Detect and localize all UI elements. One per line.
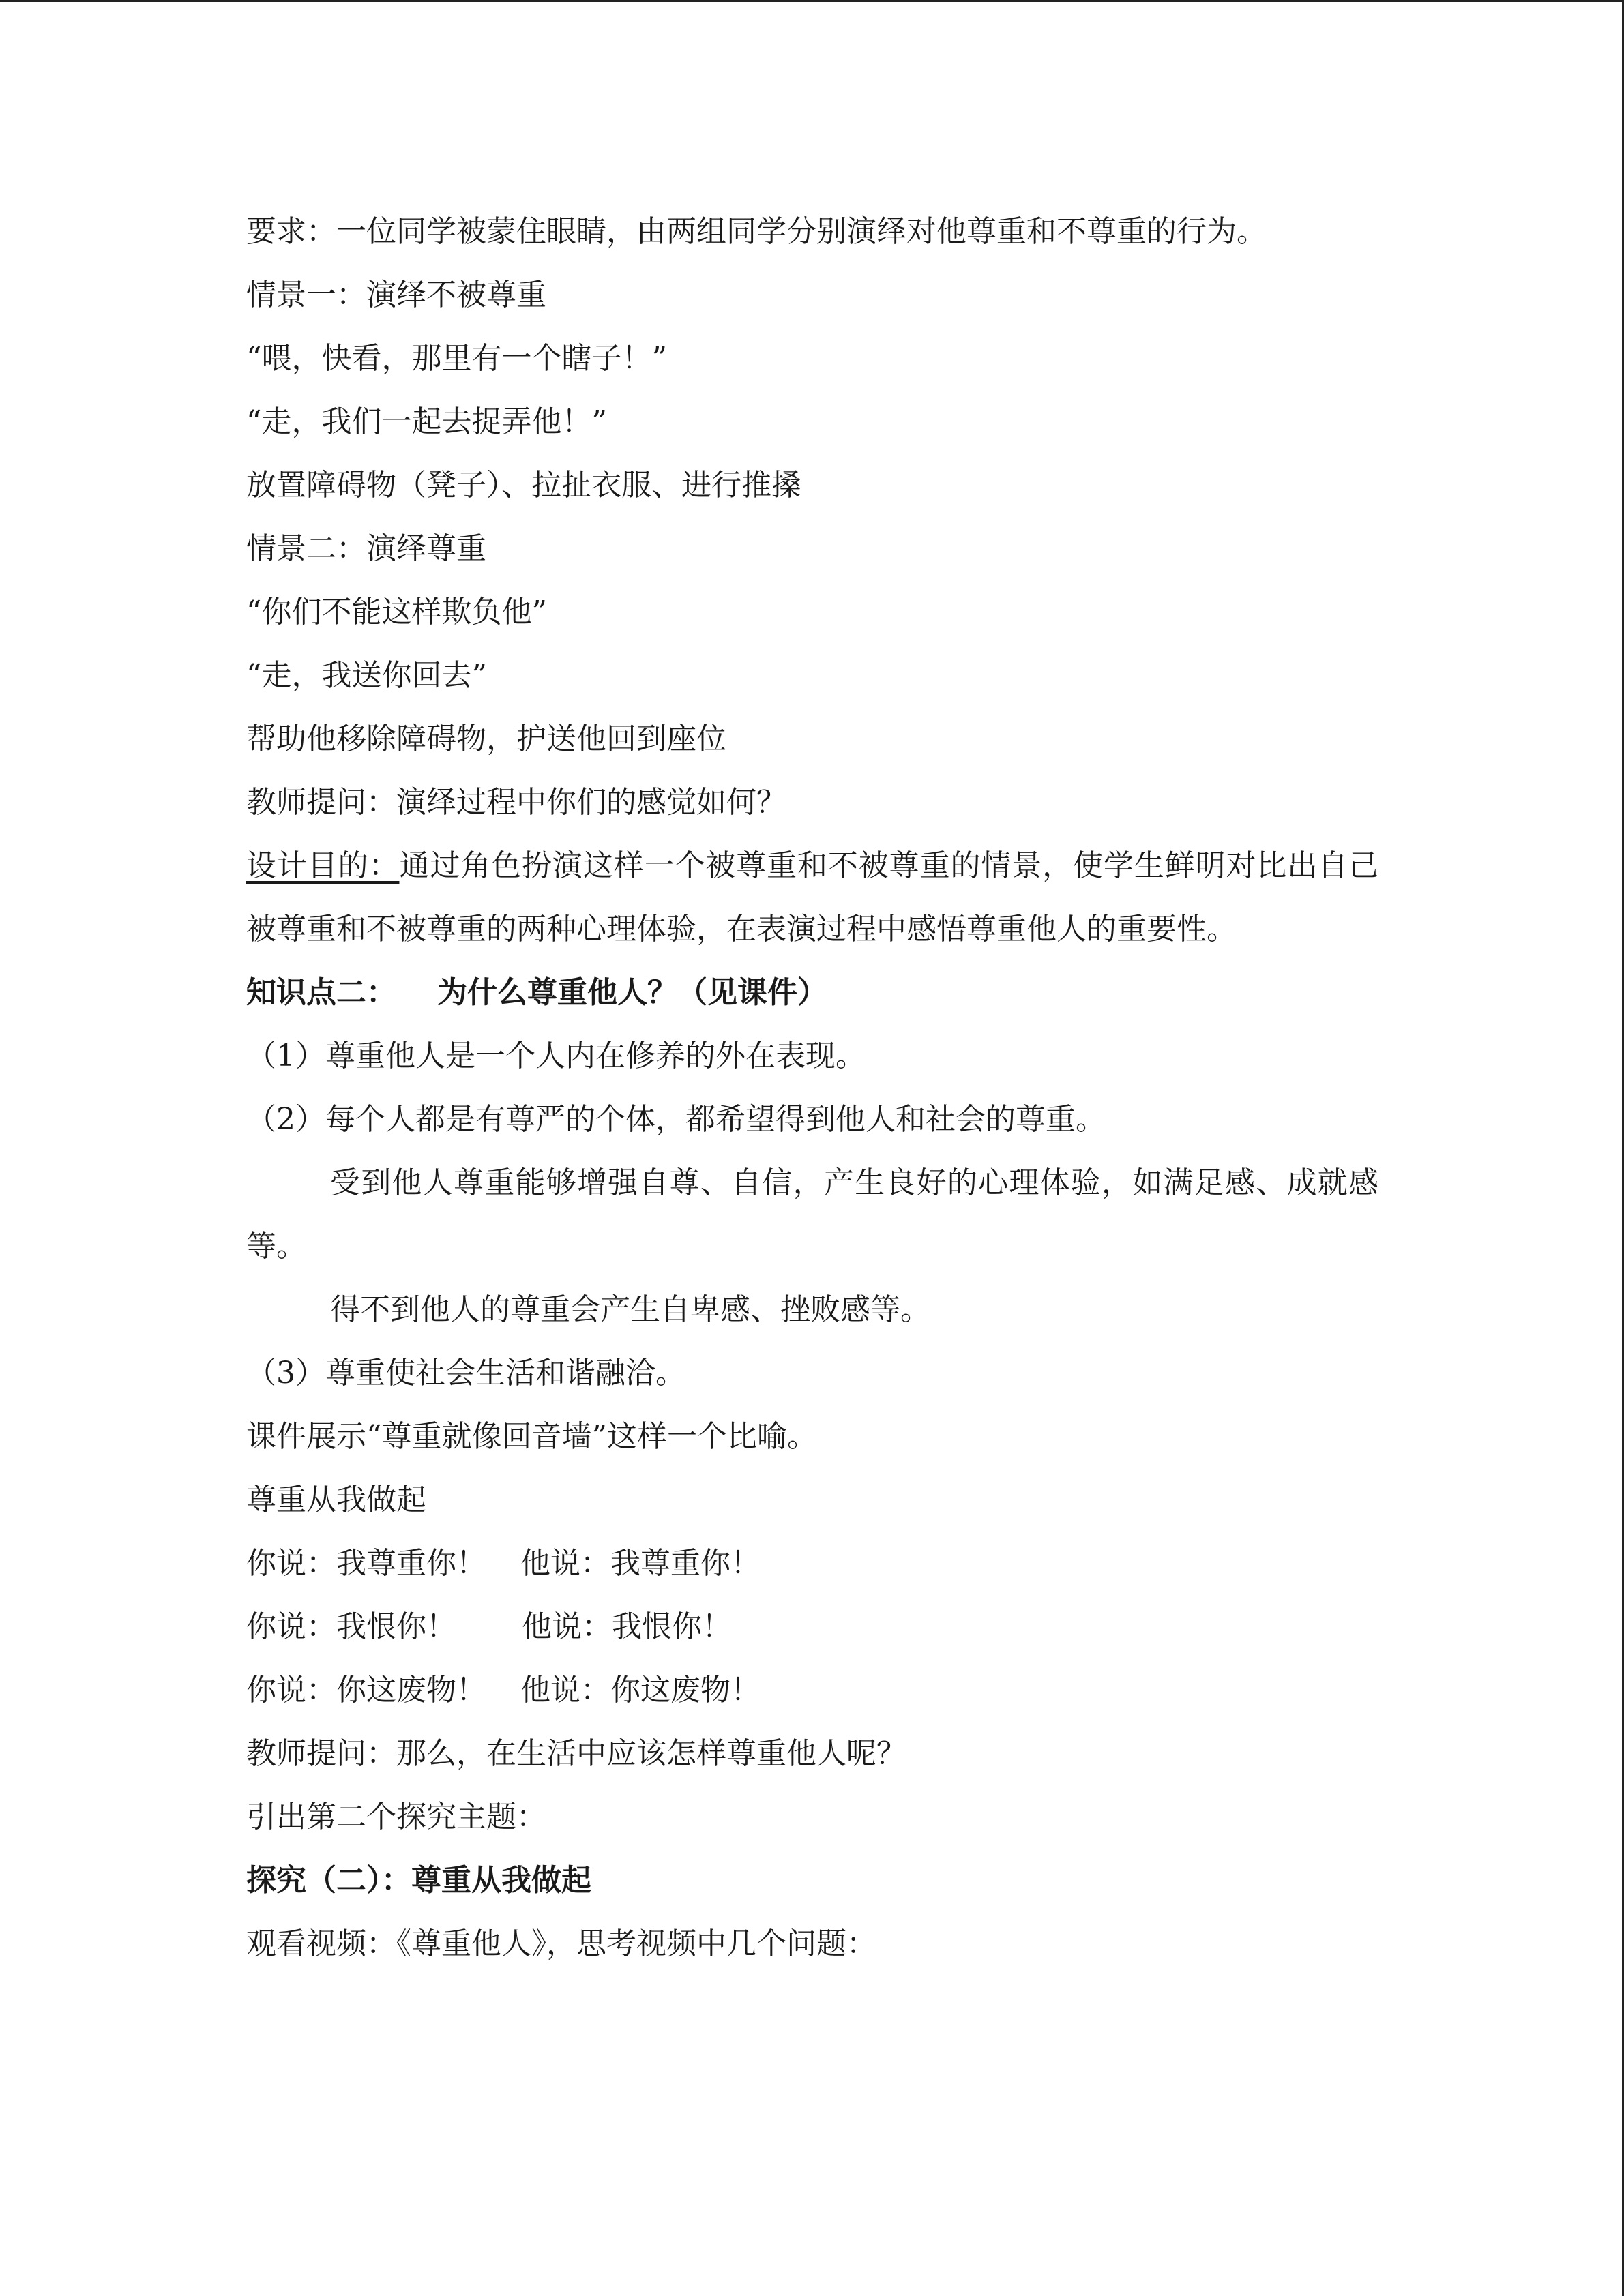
scene1-title: 情景一：演绎不被尊重: [246, 278, 546, 312]
design-purpose-paragraph: [246, 834, 1378, 961]
point-2: （2）每个人都是有尊严的个体，都希望得到他人和社会的尊重。: [246, 1102, 1106, 1137]
teacher-question-2: 教师提问：那么，在生活中应该怎样尊重他人呢？: [246, 1736, 906, 1771]
echo-line-2: [246, 1595, 1378, 1658]
echo-3-you: 你说：你这废物！: [246, 1673, 486, 1708]
explore-2-heading: 探究（二）：尊重从我做起: [246, 1863, 591, 1898]
document-body: [246, 200, 1378, 1976]
courseware-line: 课件展示“尊重就像回音墙”这样一个比喻。: [246, 1419, 817, 1454]
scene1-quote-1: “喂，快看，那里有一个瞎子！”: [246, 341, 667, 376]
scene2-title: 情景二：演绎尊重: [246, 531, 486, 566]
scene1-action: 放置障碍物（凳子）、拉扯衣服、进行推搡: [246, 468, 801, 503]
echo-1-he: 他说：我尊重你！: [520, 1546, 761, 1581]
start-with-me-line: 尊重从我做起: [246, 1482, 426, 1517]
point-1: （1）尊重他人是一个人内在修养的外在表现。: [246, 1039, 866, 1073]
echo-line-3: [246, 1658, 1378, 1722]
echo-2-you: 你说：我恨你！: [246, 1609, 456, 1644]
point-2-detail-1: 受到他人尊重能够增强自尊、自信，产生良好的心理体验，如满足感、成就感等。: [246, 1165, 1378, 1264]
echo-line-1: [246, 1532, 1378, 1595]
page-top-border: [0, 0, 1624, 2]
scene1-quote-2: “走，我们一起去捉弄他！”: [246, 404, 607, 439]
echo-2-he: 他说：我恨你！: [522, 1609, 732, 1644]
knowledge-point-2-label: 知识点二：: [246, 975, 396, 1010]
knowledge-point-2-heading: [246, 961, 1378, 1024]
lead-topic-line: 引出第二个探究主题：: [246, 1800, 546, 1834]
design-purpose-text: 通过角色扮演这样一个被尊重和不被尊重的情景，使学生鲜明对比出自己被尊重和不被尊重的两种心理体验，在表演过程中感悟尊重他人的重要性。: [246, 848, 1379, 946]
teacher-question-1: 教师提问：演绎过程中你们的感觉如何？: [246, 785, 786, 820]
echo-1-you: 你说：我尊重你！: [246, 1546, 486, 1581]
scene2-quote-2: “走，我送你回去”: [246, 658, 487, 693]
knowledge-point-2-title: 为什么尊重他人？（见课件）: [437, 975, 827, 1010]
echo-3-he: 他说：你这废物！: [520, 1673, 761, 1708]
video-line: 观看视频：《尊重他人》，思考视频中几个问题：: [246, 1926, 876, 1961]
point-2-detail-2: 得不到他人的尊重会产生自卑感、挫败感等。: [330, 1292, 930, 1327]
design-purpose-label: 设计目的：: [246, 848, 400, 883]
scene2-action: 帮助他移除障碍物，护送他回到座位: [246, 721, 726, 756]
point-3: （3）尊重使社会生活和谐融洽。: [246, 1356, 685, 1390]
requirement-line: 要求：一位同学被蒙住眼睛，由两组同学分别演绎对他尊重和不尊重的行为。: [246, 214, 1267, 249]
scene2-quote-1: “你们不能这样欺负他”: [246, 595, 547, 629]
